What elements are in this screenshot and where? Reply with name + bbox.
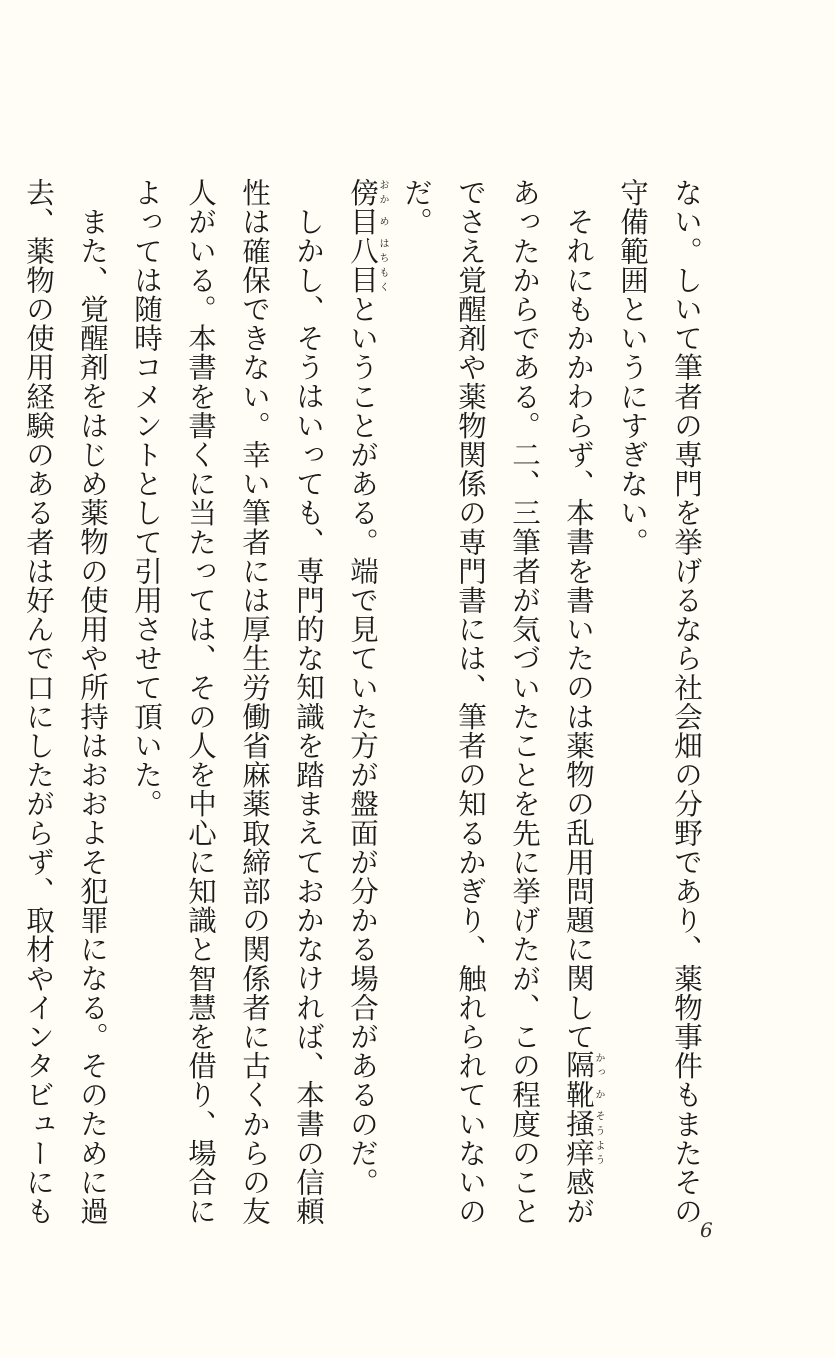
- paragraph-2-rest: 感があったからである。二、三筆者が気づいたことを先に挙げたが、この程度のことでさえ覚醒剤や薬物関係の専門書には、筆者の知るかぎり、触れられていないのだ。: [400, 178, 595, 1226]
- ruby-moku: 目もく: [346, 265, 388, 295]
- paragraph-1: ない。しいて筆者の専門を挙げるなら社会畑の分野であり、薬物事件もまたその守備範囲というにすぎない。: [616, 178, 703, 1226]
- paragraph-4: しかし、そうはいっても、専門的な知識を踏まえておかなければ、本書の信頼性は確保できない。幸い筆者には厚生労働省麻薬取締部の関係者に古くからの友人がいる。本書を書くに当たっては、その人を中心に知識と智慧を借り、場合によっては随時コメントとして引用させて頂いた。: [130, 178, 325, 1226]
- paragraph-2: [389, 178, 605, 1228]
- ruby-sou: 掻そう: [562, 1108, 604, 1138]
- paragraph-3: [335, 178, 389, 1228]
- body-text: [0, 178, 713, 1228]
- page-number: 6: [700, 1218, 713, 1242]
- ruby-kakka: 隔かっ: [562, 1050, 604, 1080]
- ruby-oka: 傍おか: [346, 178, 388, 208]
- ruby-hachi: 八はち: [346, 236, 388, 266]
- ruby-ka: 靴か: [562, 1079, 604, 1109]
- ruby-me: 目め: [346, 207, 388, 237]
- ruby-you: 痒よう: [562, 1137, 604, 1167]
- paragraph-5: また、覚醒剤をはじめ薬物の使用や所持はおおよそ犯罪になる。そのために過去、薬物の使用経験のある者は好んで口にしたがらず、取材やインタビューにも: [22, 178, 109, 1226]
- paragraph-3-rest: ということがある。端で見ていた方が盤面が分かる場合があるのだ。: [346, 294, 379, 1197]
- paragraph-2-lead: それにもかかわらず、本書を書いたのは薬物の乱用問題に関して: [562, 206, 595, 1051]
